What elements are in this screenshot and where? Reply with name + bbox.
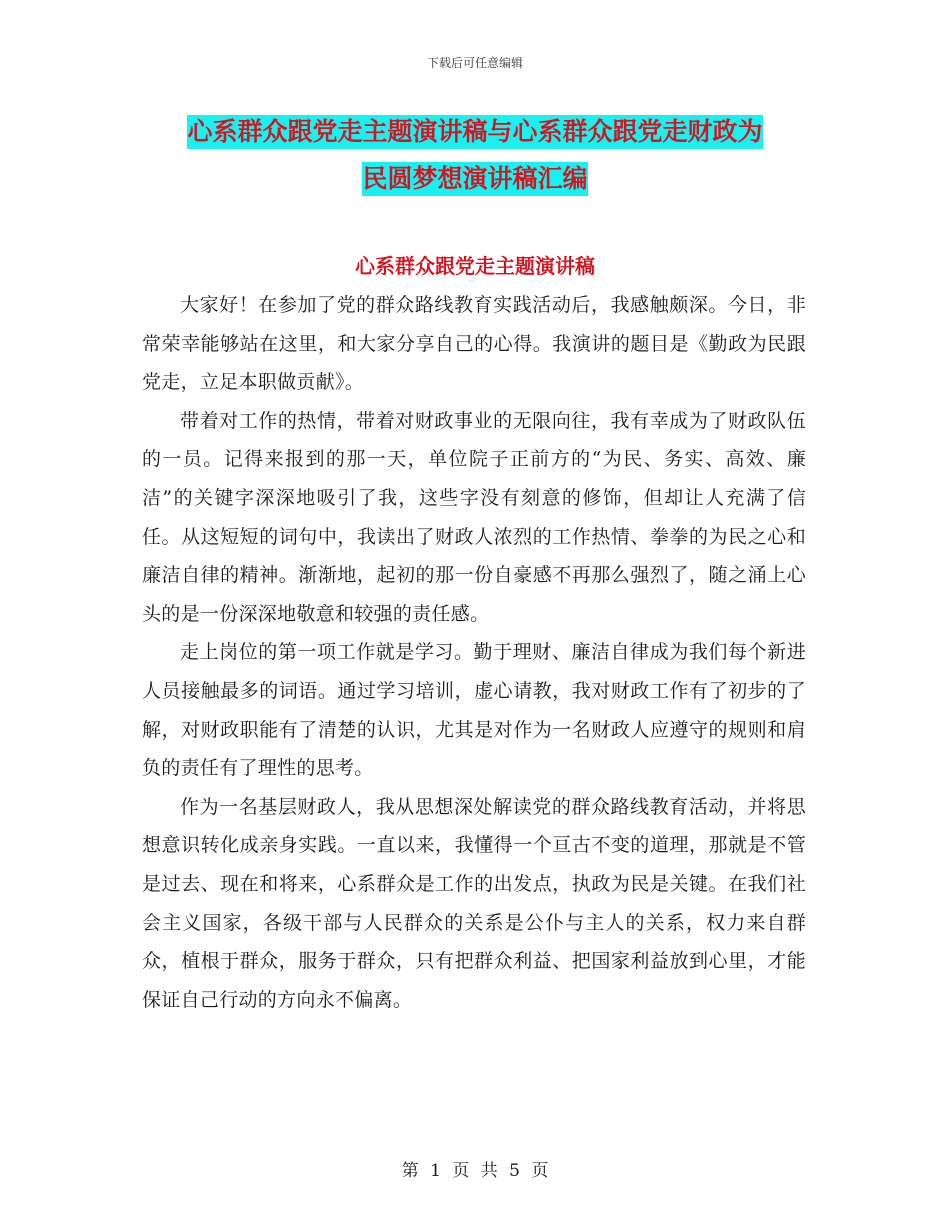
paragraph-2: 带着对工作的热情，带着对财政事业的无限向往，我有幸成为了财政队伍的一员。记得来报到的那一天，单位院子正前方的“为民、务实、高效、廉洁”的关键字深深地吸引了我，这些字没有刻意的修饰，但却让人充满了信任。从这短短的词句中，我读出了财政人浓烈的工作热情、拳拳的为民之心和廉洁自律的精神。渐渐地，起初的那一份自豪感不再那么强烈了，随之涌上心头的是一份深深地敬意和较强的责任感。	[142, 409, 806, 625]
document-title	[120, 108, 830, 202]
section-title: 心系群众跟党走主题演讲稿	[355, 254, 595, 278]
paragraph-1: 大家好！在参加了党的群众路线教育实践活动后，我感触颇深。今日，非常荣幸能够站在这里，和大家分享自己的心得。我演讲的题目是《勤政为民跟党走，立足本职做贡献》。	[142, 294, 806, 394]
document-title-line-1: 心系群众跟党走主题演讲稿与心系群众跟党走财政为	[187, 115, 762, 149]
download-editable-note: 下载后可任意编辑	[426, 56, 523, 70]
page-number-footer: 第 1 页 共 5 页	[401, 1161, 549, 1181]
speech-body	[142, 286, 806, 1019]
paragraph-3: 走上岗位的第一项工作就是学习。勤于理财、廉洁自律成为我们每个新进人员接触最多的词语。通过学习培训，虚心请教，我对财政工作有了初步的了解，对财政职能有了清楚的认识，尤其是对作为一名财政人应遵守的规则和肩负的责任有了理性的思考。	[142, 641, 806, 780]
document-title-line-2: 民圆梦想演讲稿汇编	[362, 162, 587, 196]
paragraph-4: 作为一名基层财政人，我从思想深处解读党的群众路线教育活动，并将思想意识转化成亲身实践。一直以来，我懂得一个亘古不变的道理，那就是不管是过去、现在和将来，心系群众是工作的出发点，执政为民是关键。在我们社会主义国家，各级干部与人民群众的关系是公仆与主人的关系，权力来自群众，植根于群众，服务于群众，只有把群众利益、把国家利益放到心里，才能保证自己行动的方向永不偏离。	[142, 795, 806, 1011]
